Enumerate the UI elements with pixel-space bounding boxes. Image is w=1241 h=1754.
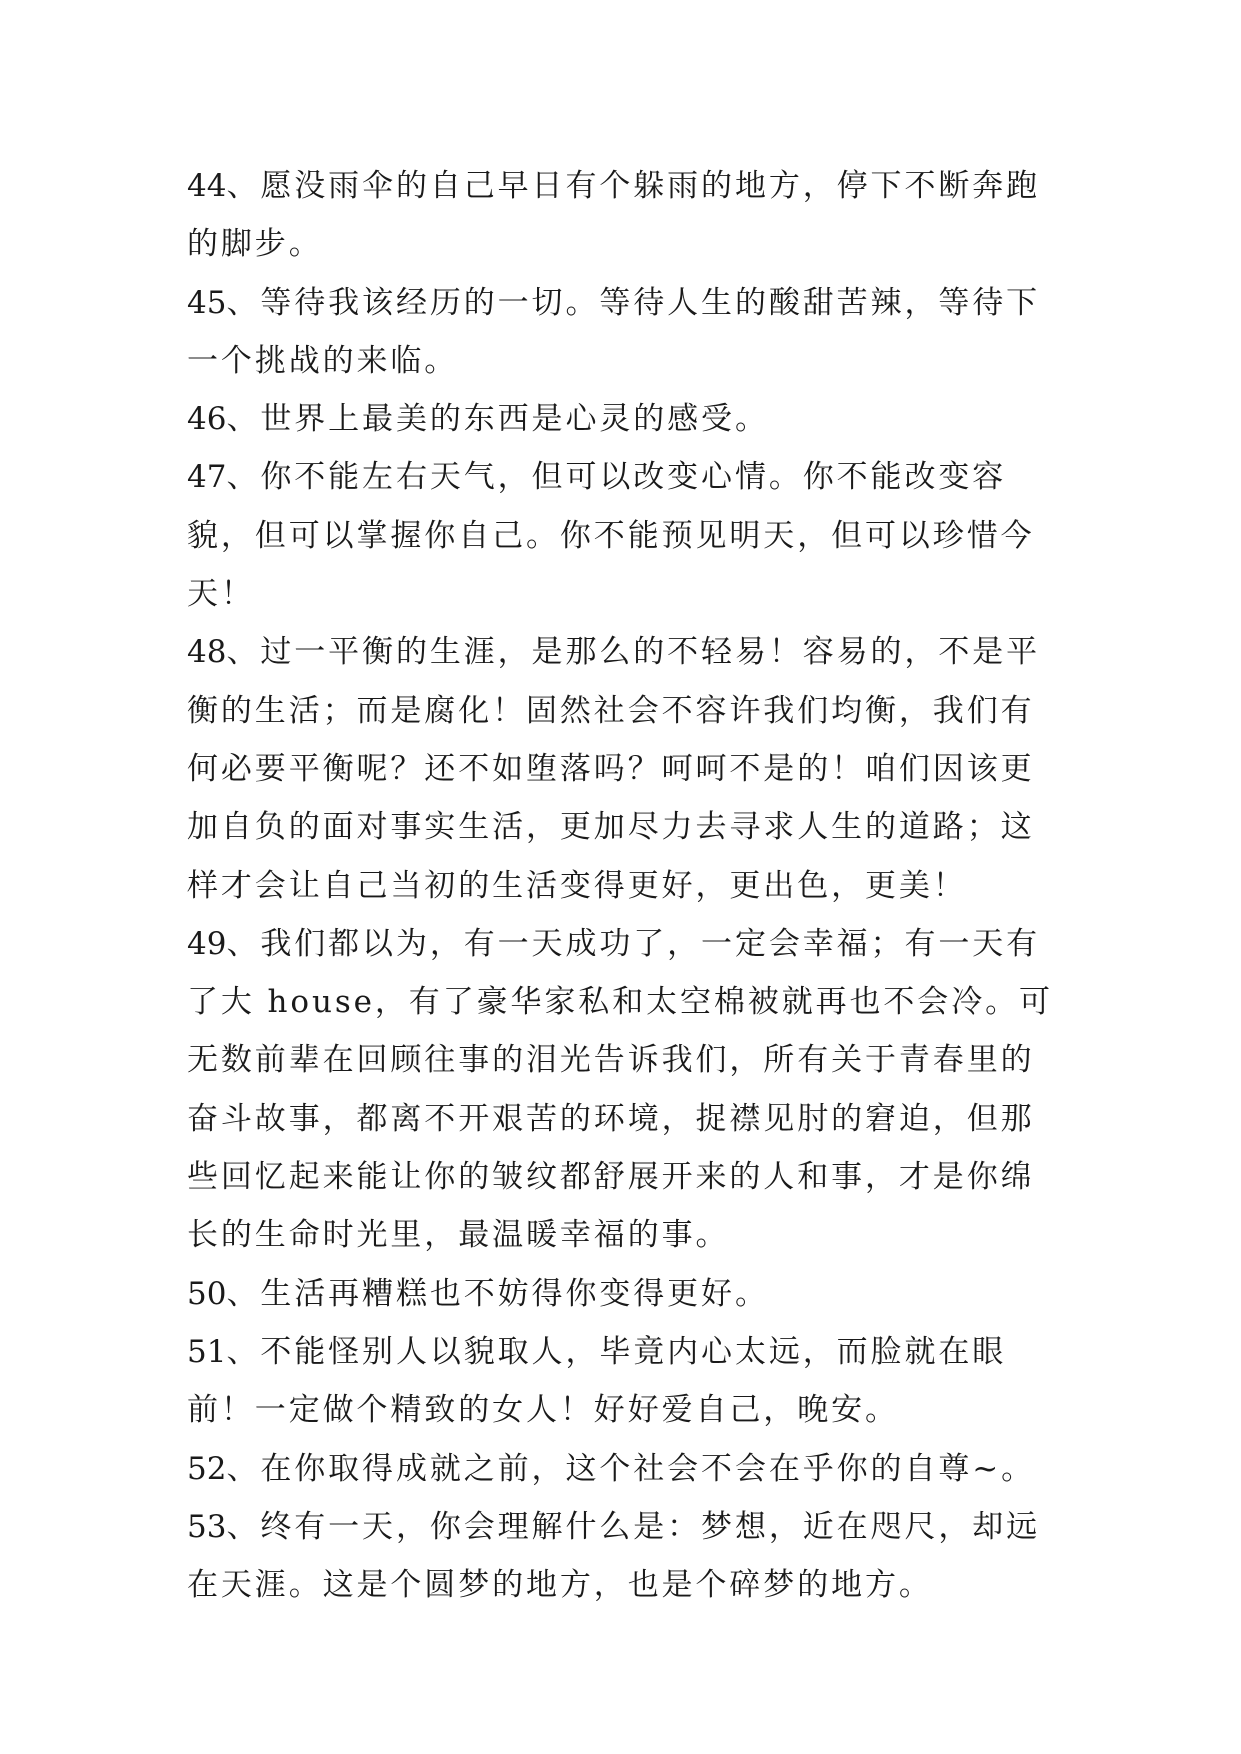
list-item xyxy=(187,915,1062,1265)
list-item xyxy=(187,1498,1062,1615)
list-item xyxy=(187,390,1062,448)
item-text: 、终有一天，你会理解什么是：梦想，近在咫尺，却远在天涯。这是个圆梦的地方，也是个碎梦的地方。 xyxy=(187,1508,1041,1604)
item-text: 、过一平衡的生涯，是那么的不轻易！容易的，不是平衡的生活；而是腐化！固然社会不容许我们均衡，我们有何必要平衡呢？还不如堕落吗？呵呵不是的！咱们因该更加自负的面对事实生活，更加尽力去寻求人生的道路；这样才会让自己当初的生活变得更好，更出色，更美！ xyxy=(187,634,1041,904)
item-text: 、你不能左右天气，但可以改变心情。你不能改变容貌，但可以掌握你自己。你不能预见明天，但可以珍惜今天！ xyxy=(187,459,1035,613)
list-item xyxy=(187,623,1062,914)
list-item xyxy=(187,274,1062,391)
list-item xyxy=(187,1440,1062,1498)
list-item xyxy=(187,448,1062,623)
list-item xyxy=(187,1323,1062,1440)
item-text: 、生活再糟糕也不妨得你变得更好。 xyxy=(226,1275,769,1312)
item-text: 、世界上最美的东西是心灵的感受。 xyxy=(226,401,769,438)
item-text: 、在你取得成就之前，这个社会不会在乎你的自尊~。 xyxy=(226,1450,1036,1487)
item-number: 47 xyxy=(187,459,227,496)
item-number: 49 xyxy=(187,925,227,962)
item-number: 44 xyxy=(187,168,227,204)
list-item xyxy=(187,157,1062,274)
item-number: 50 xyxy=(187,1275,227,1312)
document-body xyxy=(187,157,1062,1614)
list-item xyxy=(187,1265,1062,1323)
item-number: 53 xyxy=(187,1508,227,1545)
item-text: 、不能怪别人以貌取人，毕竟内心太远，而脸就在眼前！一定做个精致的女人！好好爱自己，晚安。 xyxy=(187,1333,1007,1429)
item-number: 51 xyxy=(187,1333,227,1370)
item-number: 52 xyxy=(187,1450,227,1487)
item-number: 48 xyxy=(187,634,227,671)
item-number: 45 xyxy=(187,284,227,321)
item-number: 46 xyxy=(187,401,227,438)
item-text: 、愿没雨伞的自己早日有个躲雨的地方，停下不断奔跑的脚步。 xyxy=(187,168,1041,263)
item-text: 、等待我该经历的一切。等待人生的酸甜苦辣，等待下一个挑战的来临。 xyxy=(187,284,1041,379)
item-text: 、我们都以为，有一天成功了，一定会幸福；有一天有了大 house，有了豪华家私和太空棉被就再也不会冷。可无数前辈在回顾往事的泪光告诉我们，所有关于青春里的奋斗故事，都离不开艰苦的环境，捉襟见肘的窘迫，但那些回忆起来能让你的皱纹都舒展开来的人和事，才是你绵长的生命时光里，最温暖幸福的事。 xyxy=(187,925,1053,1254)
